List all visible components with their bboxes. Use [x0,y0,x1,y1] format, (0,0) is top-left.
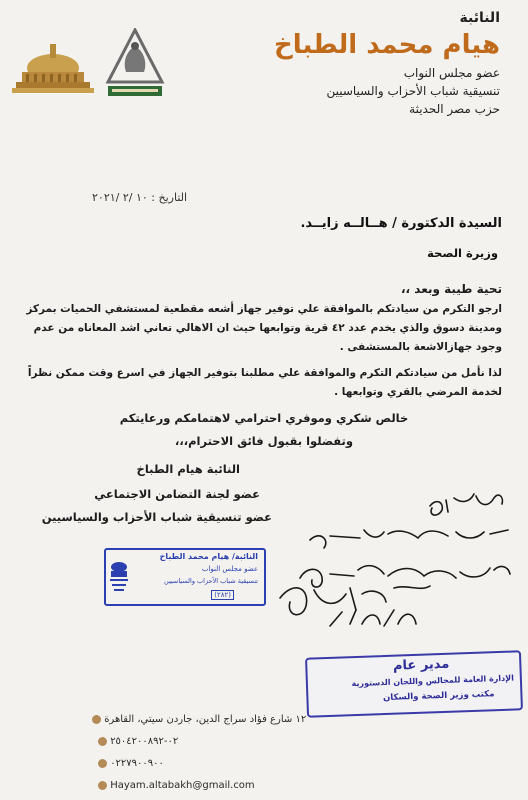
tansiqeya-hands-logo [104,28,166,102]
mp-role-line: حزب مصر الحديثة [409,102,500,116]
footer-phone2 [94,758,164,769]
mp-role-line: عضو مجلس النواب [403,66,500,80]
ministry-office-stamp [305,650,523,718]
mobile-icon [98,759,107,768]
handwritten-note-text [0,0,1,1]
mp-office-stamp [104,548,266,606]
parliament-emblem-icon [109,553,129,597]
parliament-dome-logo [12,38,94,96]
body-line: وجود جهازالاشعة بالمستشفى . [339,341,502,353]
signature-role: عضو تنسيقية شباب الأحزاب والسياسيين [41,510,272,524]
body-line: ارجو التكرم من سيادتكم بالموافقة علي توفير جهاز أشعه مقطعية لمستشفي الحميات بمركز [26,303,502,315]
stamp-number: (٢٨٢) [211,590,234,600]
stamp-title: مدير عام [392,656,450,674]
body-paragraph-2 [24,364,502,402]
note-line [0,0,1,1]
footer-phone1 [94,736,178,747]
greeting: تحية طيبة وبعد ،، [400,282,502,296]
stamp-line: الإدارة العامة للمجالس واللجان الدستورية [351,673,515,689]
phone-number: ٠٢-٢٥٠٤٢٠٠٨٩٢ [110,736,179,747]
footer-address [88,714,306,725]
recipient-title: وزيرة الصحة [427,246,498,260]
recipient-name: السيدة الدكتورة / هــالــه زايــد. [300,216,502,231]
body-line: لخدمة المرضي بالقري وتوابعها . [334,386,502,398]
stamp-line: تنسيقية شباب الأحزاب والسياسيين [164,577,258,585]
mp-role-line: تنسيقية شباب الأحزاب والسياسيين [326,84,500,98]
mobile-number: ٠٢٢٧٩٠٠٩٠٠ [110,758,164,769]
body-line: ومدينة دسوق والذي يخدم عدد ٤٢ قرية وتوابعها حيث ان الاهالي تعاني اشد المعاناه من عدم [33,322,502,334]
handwritten-annotation [270,490,528,640]
mp-name: هيام محمد الطباخ [274,30,500,60]
body-paragraph-1 [24,300,502,357]
stamp-line: مكتب وزير الصحة والسكان [382,689,495,704]
signature-name: النائبة هيام الطباخ [136,462,240,476]
phone-icon [98,737,107,746]
stamp-line: عضو مجلس النواب [201,565,258,573]
stamp-line: النائبة/ هيام محمد الطباخ [159,552,258,561]
closing-thanks: خالص شكري وموفري احترامي لاهتمامكم ورعايتكم [119,411,409,425]
footer-address-text: ١٢ شارع فؤاد سراج الدين، جاردن سيتي، القاهرة [104,714,307,725]
letter-date: التاريخ : ١٠ /٢ /٢٠٢١ [92,191,188,204]
mp-title: النائبة [459,10,500,26]
email-address: Hayam.altabakh@gmail.com [110,780,255,791]
location-icon [92,715,101,724]
body-line: لذا نأمل من سيادتكم التكرم والموافقة علي مطلبنا بتوفير الجهاز في اسرع وقت ممكن نظراً [27,367,502,379]
email-icon [98,781,107,790]
signature-role: عضو لجنة التضامن الاجتماعي [94,487,260,501]
closing-respect: وتفضلوا بقبول فائق الاحترام،،، [174,434,354,448]
footer-email [94,780,255,791]
